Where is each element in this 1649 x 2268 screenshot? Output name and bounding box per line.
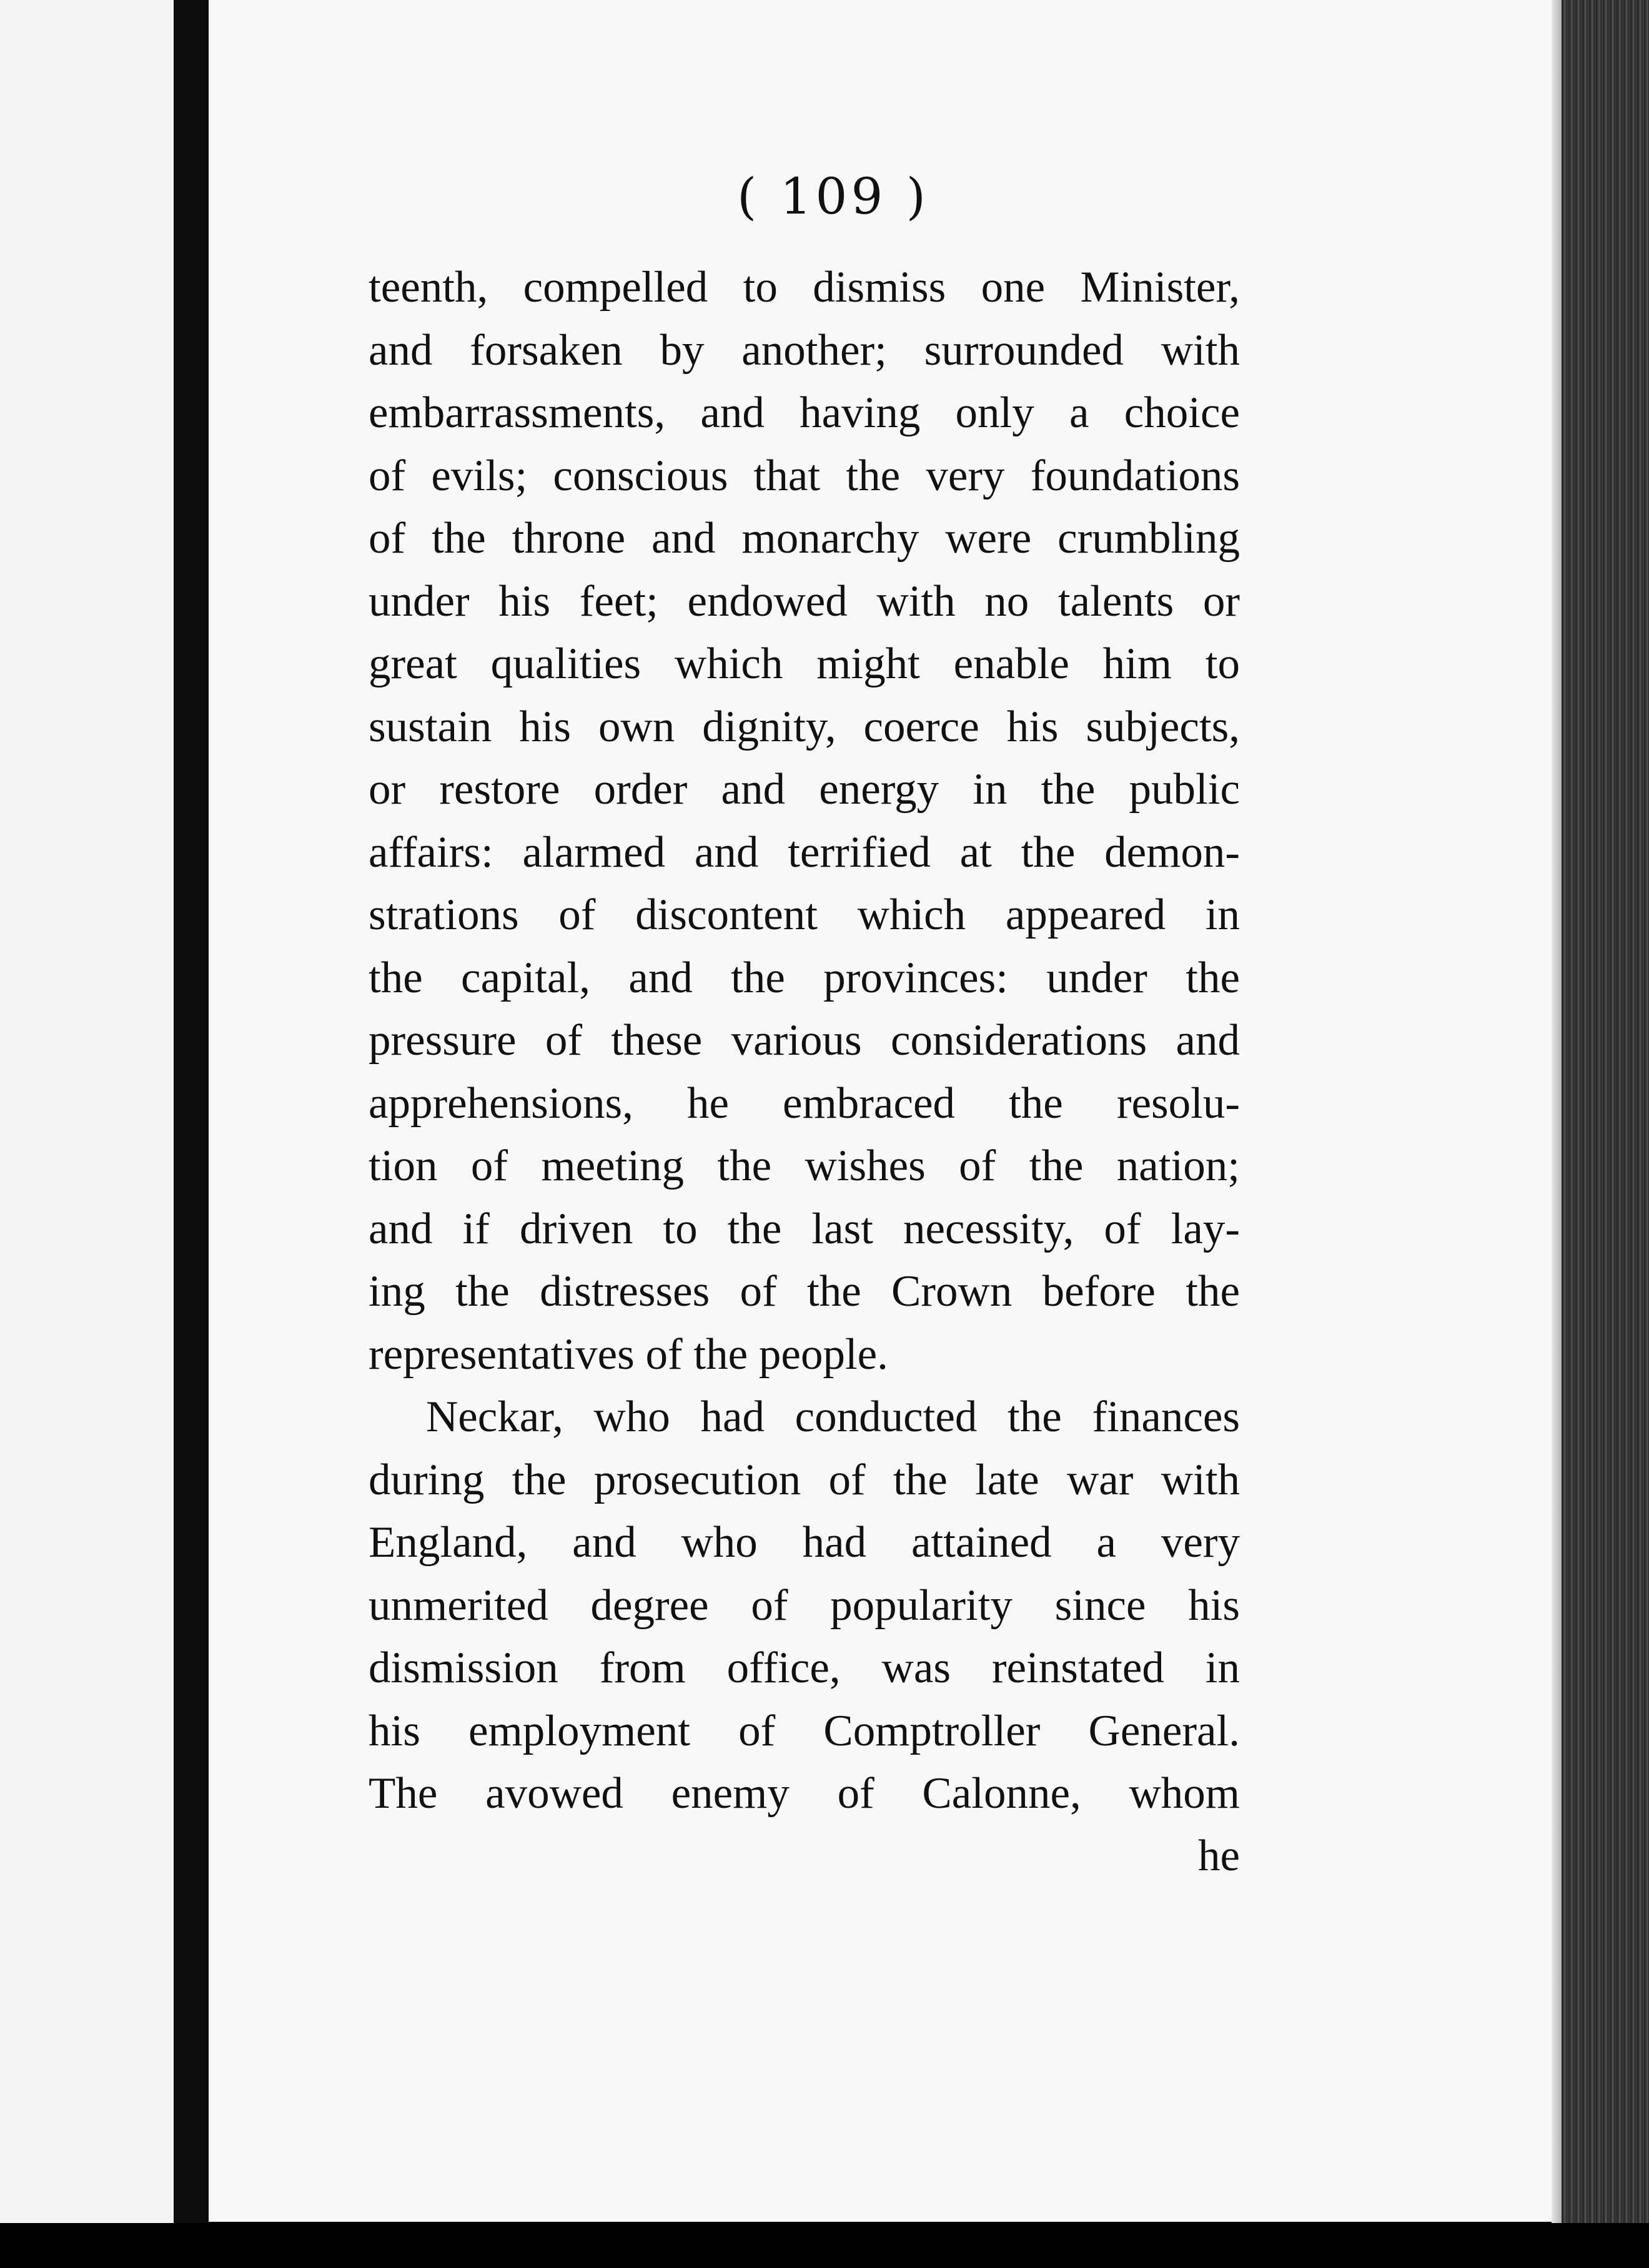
- text-line: pressure of these various considerations and: [369, 1016, 1240, 1065]
- paragraph-2: [369, 1386, 1240, 1825]
- body-text: [369, 256, 1240, 1825]
- page-number-header: ( 109 ): [737, 167, 929, 225]
- catchword: he: [1197, 1832, 1240, 1880]
- text-line: of evils; conscious that the very foundations: [369, 451, 1240, 500]
- page-block-edge: [1562, 0, 1649, 2229]
- text-line: unmerited degree of popularity since his: [369, 1580, 1240, 1630]
- text-line: Neckar, who had conducted the finances: [426, 1393, 1240, 1441]
- text-line: representatives of the people.: [369, 1329, 888, 1379]
- text-line: and forsaken by another; surrounded with: [369, 325, 1240, 375]
- text-line: affairs: alarmed and terrified at the demon-: [369, 827, 1240, 877]
- scan-bottom-border: [0, 2223, 1649, 2268]
- text-line: the capital, and the provinces: under the: [369, 953, 1240, 1002]
- text-line: during the prosecution of the late war with: [369, 1455, 1240, 1504]
- text-line: sustain his own dignity, coerce his subjects,: [369, 702, 1240, 751]
- text-line: strations of discontent which appeared in: [369, 890, 1240, 939]
- text-line: embarrassments, and having only a choice: [369, 388, 1240, 437]
- paragraph-1: [369, 256, 1240, 1386]
- text-line: or restore order and energy in the public: [369, 765, 1240, 814]
- book-gutter: [174, 0, 209, 2229]
- text-line: his employment of Comptroller General.: [369, 1706, 1240, 1755]
- text-line: dismission from office, was reinstated in: [369, 1644, 1240, 1692]
- text-line: of the throne and monarchy were crumbling: [369, 514, 1240, 563]
- text-line: England, and who had attained a very: [369, 1518, 1240, 1567]
- text-line: great qualities which might enable him to: [369, 639, 1240, 688]
- text-line: apprehensions, he embraced the resolu-: [369, 1078, 1240, 1128]
- text-line: tion of meeting the wishes of the nation;: [369, 1141, 1240, 1190]
- text-line: ing the distresses of the Crown before the: [369, 1267, 1240, 1316]
- text-line: under his feet; endowed with no talents or: [369, 576, 1240, 626]
- text-line: The avowed enemy of Calonne, whom: [369, 1769, 1240, 1818]
- text-line: and if driven to the last necessity, of lay-: [369, 1204, 1240, 1253]
- facing-page-edge: [0, 0, 174, 2223]
- text-line: teenth, compelled to dismiss one Minister,: [369, 263, 1240, 312]
